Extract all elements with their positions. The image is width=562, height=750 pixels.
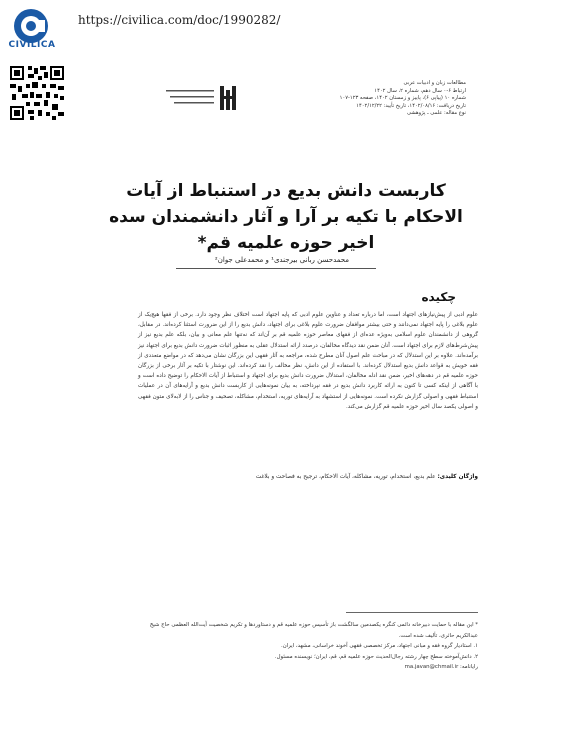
keywords-text: علم بدیع، استخدام، توریه، مشاکله، آیات الاحکام، ترجیح به فصاحت و بلاغت bbox=[255, 474, 436, 480]
civilica-logo-text: CIVILICA bbox=[8, 40, 56, 50]
keywords-line bbox=[138, 474, 478, 480]
journal-info bbox=[316, 80, 466, 118]
abstract-text: علوم ادبی از پیش‌نیازهای اجتهاد است، اما درباره تعداد و عناوین علوم ادبی که پایه اجتهاد است اختلاف نظر وجود دارد. برخی از فقها هیچ‌یک از علوم بلاغی را پایه اجتهاد نمی‌دانند و حتی بیشتر موافقان ضرورت علوم بلاغی برای اجتهاد، دانش بدیع را از این ضرورت استثنا کرده‌اند. در مقابل، گروهی از دانشمندان علوم اسلامی به‌ویژه عده‌ای از فقهای معاصر حوزه علمیه قم بر آن‌اند که نه‌تنها علم معانی و بیان، بلکه علم بدیع نیز از پیش‌شرط‌های لازم برای اجتهاد است. آنان ضمن نقد دیدگاه مخالفان، درصدد ارائه استدلال عقلی به منظور اثبات ضرورت دانش بدیع برای اجتهاد نیز برآمده‌اند. علاوه بر این استدلال که در مباحث علم اصول آنان مطرح شده، مراجعه به آثار فقهی این بزرگان نشان می‌دهد که در مواضع متعددی از فقه خویش به قواعد دانش بدیع استدلال کرده‌اند. با استفاده از این دانش، نظر مخالف را نقد کرده‌اند. این نوشتار با تکیه بر آثار برخی از بزرگان حوزه علمیه قم در دهه‌های اخیر، ضمن نقد ادله مخالفان، استدلال ضرورت دانش بدیع برای اجتهاد و استنباط از آیات الاحکام را توضیح داده است و با آگاهی از اینکه کسی تا کنون به ارائه کاربرد دانش بدیع در فقه نپرداخته، به بیان نمونه‌هایی از کاربست دانش بدیع و آرایه‌های آن در عملیات استنباط فقهی و اصولی گزارش نکرده است. نمونه‌هایی از استشهاد به آرایه‌های توریه، استخدام، مشاکله، تصحیف و جناس را از لابه‌لای متون فقهی و اصولی یکصد سال اخیر حوزه علمیه قم گزارش می‌کند. bbox=[138, 312, 478, 410]
journal-line: تاریخ دریافت: ۱۴۰۲/۰۸/۱۶، تاریخ تأیید: ۱۴۰۲/۱۲/۲۲ bbox=[356, 102, 466, 109]
footnote-email: رایانامه: ma.javan@chmail.ir bbox=[404, 664, 478, 670]
journal-line: ارتباط ۶-۰ سال دهم، شماره ۲، سال ۱۴۰۲ bbox=[374, 87, 466, 94]
footnote-item: * این مقاله با حمایت دبیرخانه دائمی کنگره یکصدمین سالگشت باز تأسیس حوزه علمیه قم و دستاوردها و تکریم شخصیت آیت‌الله العظمی حاج شیخ عبدالکریم حائری، تألیف شده است. bbox=[149, 622, 478, 639]
document-url[interactable]: https://civilica.com/doc/1990282/ bbox=[78, 13, 281, 27]
footnote-divider bbox=[346, 612, 478, 613]
footnotes bbox=[138, 620, 478, 673]
title-divider bbox=[176, 268, 376, 269]
journal-line: نوع مقاله: علمی ـ پژوهشی bbox=[406, 110, 466, 116]
publisher-logo-icon bbox=[162, 84, 242, 114]
article-page bbox=[66, 60, 496, 740]
keywords-label: واژگان کلیدی: bbox=[437, 474, 478, 480]
journal-line: شماره ۱۰ (پیاپی ۶)، پاییز و زمستان ۱۴۰۲، صفحه ۱۲۳-۱۰۷ bbox=[339, 95, 466, 101]
journal-line: مطالعات زبان و ادبیات عربی bbox=[403, 80, 466, 86]
article-authors: محمدحسن ربانی بیرجندی¹ و محمدعلی جوان² bbox=[214, 256, 350, 264]
abstract-heading: چکیده bbox=[421, 290, 456, 304]
qr-code-icon bbox=[8, 64, 66, 122]
footnote-item: ۲. دانش‌آموخته سطح چهار رشته رجال‌الحدیث حوزه علمیه قم، قم، ایران؛ نویسنده مسئول. bbox=[274, 653, 478, 660]
footnote-item: ۱. استادیار گروه فقه و مبانی اجتهاد، مرکز تخصصی فقهی آخوند خراسانی، مشهد، ایران. bbox=[280, 643, 478, 649]
article-title: کاربست دانش بدیع در استنباط از آیات الاحکام با تکیه بر آرا و آثار دانشمندان سده اخیر حوزه علمیه قم* bbox=[109, 181, 463, 253]
